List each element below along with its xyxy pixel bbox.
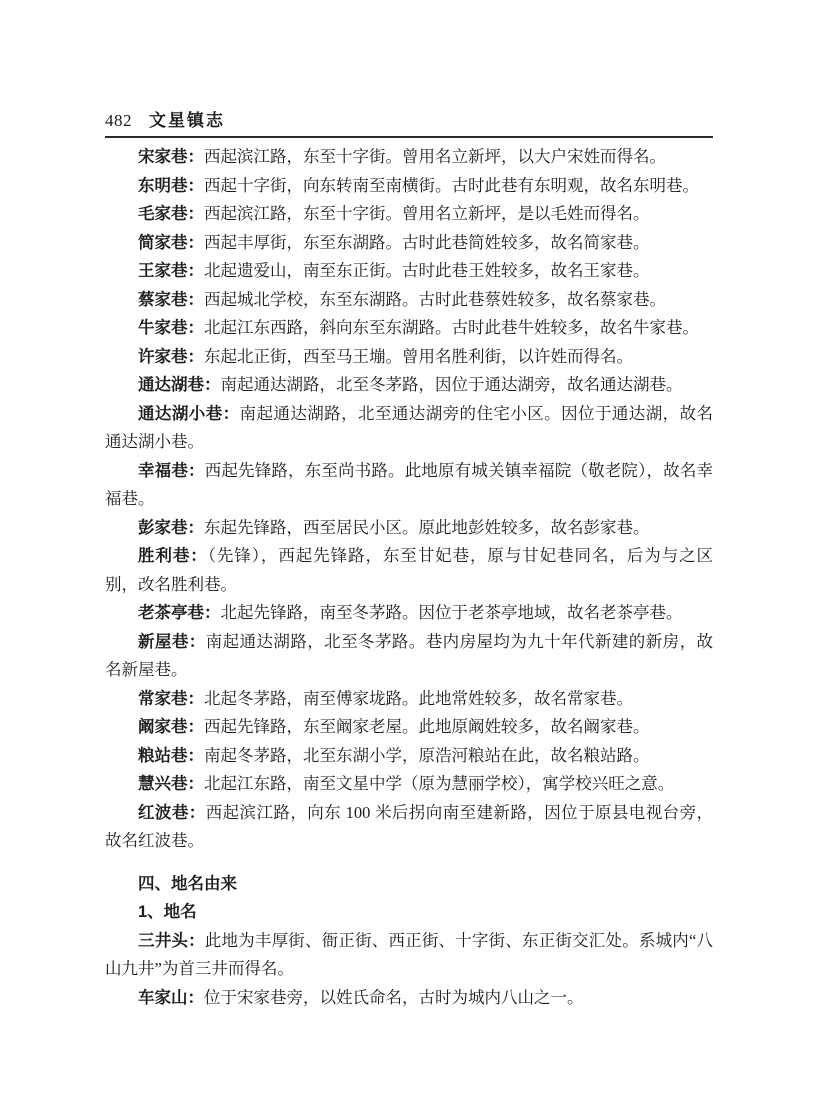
entry-paragraph <box>105 229 713 258</box>
entry-term: 东明巷： <box>138 176 204 195</box>
entry-description: 北起江东路，南至文星中学（原为慧丽学校），寓学校兴旺之意。 <box>204 774 675 793</box>
entry-description: 东起先锋路，西至居民小区。原此地彭姓较多，故名彭家巷。 <box>204 517 650 537</box>
entry-term: 幸福巷： <box>138 461 205 480</box>
entry-term: 新屋巷： <box>138 632 206 651</box>
entry-term: 常家巷： <box>138 689 204 708</box>
entry-description: 此地为丰厚街、衙正街、西正街、十字街、东正街交汇处。系城内“八山九井”为首三井而得名。 <box>105 930 714 978</box>
entry-term: 简家巷： <box>138 233 204 252</box>
entry-term: 彭家巷： <box>138 518 204 537</box>
entry-description: 西起丰厚街，东至东湖路。古时此巷简姓较多，故名简家巷。 <box>204 232 650 252</box>
entry-term: 宋家巷： <box>138 148 204 166</box>
entry-term: 老茶亭巷： <box>138 604 221 622</box>
entry-description: 西起十字街，向东转南至南横街。古时此巷有东明观，故名东明巷。 <box>204 175 699 195</box>
entry-paragraph <box>105 200 713 229</box>
entry-description: 西起滨江路，东至十字街。曾用名立新坪，以大户宋姓而得名。 <box>204 147 666 166</box>
entry-description: 南起冬茅路，北至东湖小学，原浩河粮站在此，故名粮站路。 <box>204 745 650 765</box>
entry-term: 胜利巷： <box>138 547 208 565</box>
entry-description: 西起滨江路，向东 100 米后拐向南至建新路，因位于原县电视台旁，故名红波巷。 <box>105 802 714 850</box>
entry-paragraph <box>105 599 713 628</box>
entry-description: 北起先锋路，南至冬茅路。因位于老茶亭地域，故名老茶亭巷。 <box>220 603 683 622</box>
entry-paragraph <box>105 984 713 1013</box>
entry-paragraph <box>105 371 713 400</box>
entry-description: 东起北正街，西至马王塴。曾用名胜利街，以许姓而得名。 <box>204 346 633 366</box>
place-entries-list <box>105 927 713 1013</box>
entry-paragraph <box>105 286 713 315</box>
page-body <box>105 143 713 1012</box>
entry-description: 位于宋家巷旁，以姓氏命名，古时为城内八山之一。 <box>204 987 584 1007</box>
entry-paragraph <box>105 314 713 343</box>
page-number: 482 <box>105 111 132 130</box>
entry-description: 西起滨江路，东至十字街。曾用名立新坪，是以毛姓而得名。 <box>204 204 650 223</box>
entry-term: 粮站巷： <box>138 746 204 765</box>
entry-paragraph <box>105 713 713 742</box>
entry-paragraph <box>105 400 713 457</box>
entry-paragraph <box>105 927 713 984</box>
entry-description: 西起先锋路，东至阚家老屋。此地原阚姓较多，故名阚家巷。 <box>204 717 650 736</box>
entry-term: 王家巷： <box>138 262 204 280</box>
book-title: 文星镇志 <box>149 111 225 130</box>
entry-paragraph <box>105 343 713 372</box>
entry-paragraph <box>105 685 713 714</box>
entry-description: 西起城北学校，东至东湖路。古时此巷蔡姓较多，故名蔡家巷。 <box>204 289 666 309</box>
entry-description: 北起冬茅路，南至傅家垅路。此地常姓较多，故名常家巷。 <box>204 688 633 708</box>
entry-paragraph <box>105 143 713 172</box>
entry-paragraph <box>105 770 713 799</box>
entry-description: 西起先锋路，东至尚书路。此地原有城关镇幸福院（敬老院），故名幸福巷。 <box>105 460 714 508</box>
entry-description: 北起遗爱山，南至东正街。古时此巷王姓较多，故名王家巷。 <box>204 261 650 280</box>
entry-term: 蔡家巷： <box>138 290 204 309</box>
entry-description: 北起江东西路，斜向东至东湖路。古时此巷牛姓较多，故名牛家巷。 <box>204 318 699 337</box>
entry-description: 南起通达湖路，北至通达湖旁的住宅小区。因位于通达湖，故名通达湖小巷。 <box>105 403 714 451</box>
sub-heading: 1、地名 <box>138 903 197 921</box>
entry-description: 南起通达湖路，北至冬茅路，因位于通达湖旁，故名通达湖巷。 <box>220 375 683 394</box>
entry-term: 通达湖小巷： <box>138 404 240 423</box>
entry-term: 三井头： <box>138 931 205 950</box>
entry-paragraph <box>105 742 713 771</box>
entry-paragraph <box>105 542 713 599</box>
entry-paragraph <box>105 172 713 201</box>
entry-paragraph <box>105 628 713 685</box>
entry-term: 许家巷： <box>138 347 204 366</box>
entry-paragraph <box>105 514 713 543</box>
entry-description: （先锋），西起先锋路，东至甘妃巷，原与甘妃巷同名，后为与之区别，改名胜利巷。 <box>105 546 714 594</box>
entry-term: 阚家巷： <box>138 718 204 736</box>
lane-entries-list <box>105 143 713 856</box>
entry-description: 南起通达湖路，北至冬茅路。巷内房屋均为九十年代新建的新房，故名新屋巷。 <box>105 631 714 679</box>
entry-term: 牛家巷： <box>138 319 204 337</box>
entry-paragraph <box>105 257 713 286</box>
entry-paragraph <box>105 799 713 856</box>
entry-term: 通达湖巷： <box>138 376 221 394</box>
entry-paragraph <box>105 457 713 514</box>
entry-term: 车家山： <box>138 988 204 1007</box>
section-heading: 四、地名由来 <box>138 874 237 893</box>
entry-term: 毛家巷： <box>138 205 204 223</box>
running-header <box>105 106 713 138</box>
entry-term: 慧兴巷： <box>138 775 204 793</box>
entry-term: 红波巷： <box>138 803 206 822</box>
